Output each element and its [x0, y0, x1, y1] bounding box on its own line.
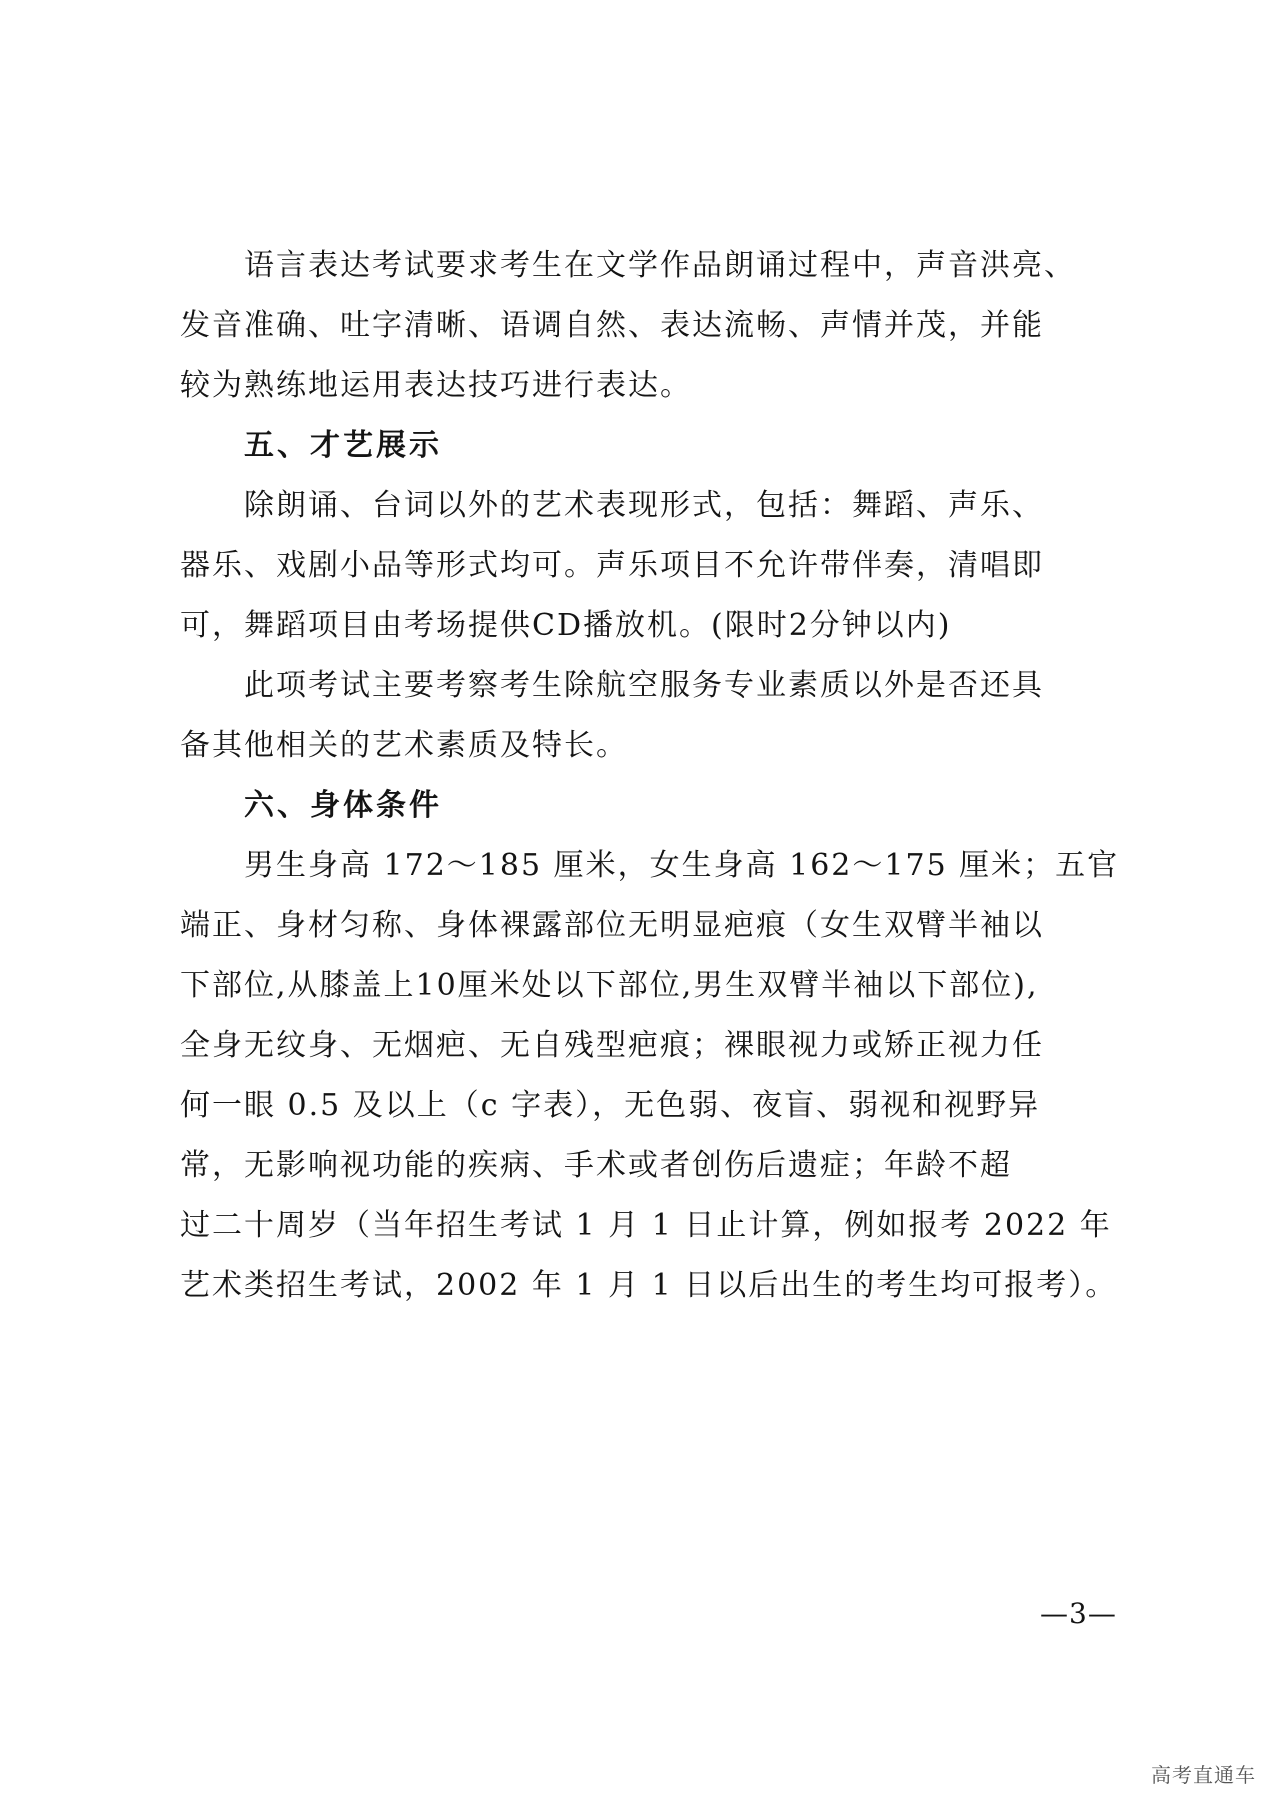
text-line: 下部位,从膝盖上10厘米处以下部位,男生双臂半袖以下部位), [180, 968, 1039, 1003]
text-line: 艺术类招生考试，2002 年 1 月 1 日以后出生的考生均可报考）。 [180, 1268, 1118, 1303]
document-body [180, 236, 1120, 1316]
paragraph-talent-purpose [180, 656, 1115, 776]
text-line: 除朗诵、台词以外的艺术表现形式，包括：舞蹈、声乐、 [244, 488, 1044, 523]
text-line: 何一眼 0.5 及以上（c 字表），无色弱、夜盲、弱视和视野异 [180, 1088, 1041, 1123]
page-number: —3— [1040, 1597, 1117, 1630]
text-line: 较为熟练地运用表达技巧进行表达。 [180, 368, 692, 403]
text-line: 男生身高 172～185 厘米，女生身高 162～175 厘米；五官 [244, 848, 1120, 883]
text-line: 全身无纹身、无烟疤、无自残型疤痕；裸眼视力或矫正视力任 [180, 1028, 1044, 1063]
paragraph-language-expression [180, 236, 1115, 416]
text-line: 发音准确、吐字清晰、语调自然、表达流畅、声情并茂，并能 [180, 308, 1044, 343]
text-line: 语言表达考试要求考生在文学作品朗诵过程中，声音洪亮、 [244, 248, 1076, 283]
text-line: 过二十周岁（当年招生考试 1 月 1 日止计算，例如报考 2022 年 [180, 1208, 1112, 1243]
section-heading-talent: 五、才艺展示 [244, 428, 442, 463]
text-line: 端正、身材匀称、身体裸露部位无明显疤痕（女生双臂半袖以 [180, 908, 1044, 943]
watermark-logo-text: 高考直通车 [1151, 1763, 1256, 1787]
paragraph-talent-forms [180, 476, 1115, 656]
text-line: 可，舞蹈项目由考场提供CD播放机。(限时2分钟以内) [180, 608, 952, 643]
text-line: 器乐、戏剧小品等形式均可。声乐项目不允许带伴奏，清唱即 [180, 548, 1044, 583]
section-heading-physical: 六、身体条件 [244, 788, 442, 823]
paragraph-physical-requirements [180, 836, 1120, 1316]
text-line: 常，无影响视功能的疾病、手术或者创伤后遗症；年龄不超 [180, 1148, 1012, 1183]
text-line: 此项考试主要考察考生除航空服务专业素质以外是否还具 [244, 668, 1044, 703]
text-line: 备其他相关的艺术素质及特长。 [180, 728, 628, 763]
